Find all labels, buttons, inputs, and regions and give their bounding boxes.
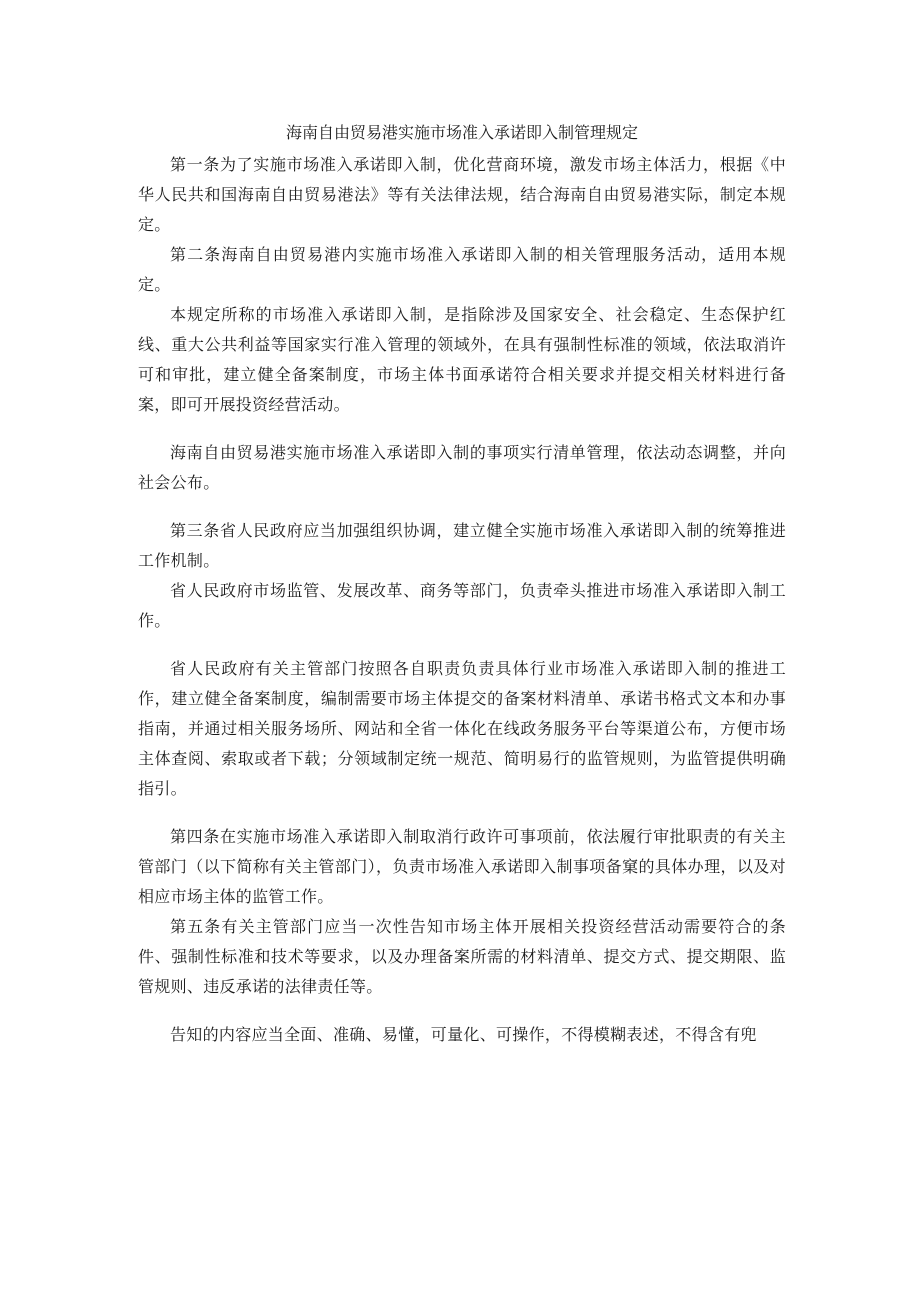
- paragraph-article-3: 第三条省人民政府应当加强组织协调，建立健全实施市场准入承诺即入制的统筹推进工作机制。: [138, 521, 786, 570]
- paragraph-notice-content: 告知的内容应当全面、准确、易懂，可量化、可操作，不得模糊表述，不得含有兜: [170, 1025, 757, 1044]
- paragraph-article-5: 第五条有关主管部门应当一次性告知市场主体开展相关投资经营活动需要符合的条件、强制性标准和技术等要求，以及办理备案所需的材料清单、提交方式、提交期限、监管规则、违反承诺的法律责任等。: [138, 917, 786, 996]
- paragraph-article-4: 第四条在实施市场准入承诺即入制取消行政许可事项前，依法履行审批职责的有关主管部门（以下简称有关主管部门），负责市场准入承诺即入制事项备窠的具体办理，以及对相应市场主体的监管工作。: [138, 827, 786, 906]
- document-body: [138, 118, 786, 1050]
- paragraph-article-1: 第一条为了实施市场准入承诺即入制，优化营商环境，激发市场主体活力，根据《中华人民共和国海南自由贸易港法》等有关法律法规，结合海南自由贸易港实际，制定本规定。: [138, 155, 786, 234]
- document-title: 海南自由贸易港实施市场准入承诺即入制管理规定: [285, 123, 638, 142]
- paragraph-definition: 本规定所称的市场准入承诺即入制，是指除涉及国家安全、社会稳定、生态保护红线、重大公共利益等国家实行准入管理的领域外，在具有强制性标准的领域，依法取消许可和审批，建立健全备案制度，市场主体书面承诺符合相关要求并提交相关材料进行备案，即可开展投资经营活动。: [138, 305, 786, 414]
- paragraph-department-duties: 省人民政府有关主管部门按照各自职责负责具体行业市场准入承诺即入制的推进工作，建立健全备案制度，编制需要市场主体提交的备案材料清单、承诺书格式文本和办事指南，并通过相关服务场所、网站和全省一体化在线政务服务平台等渠道公布，方便市场主体查阅、索取或者下载；分领域制定统一规范、简明易行的监管规则，为监管提供明确指引。: [138, 659, 786, 798]
- paragraph-list-management: 海南自由贸易港实施市场准入承诺即入制的事项实行清单管理，依法动态调整，并向社会公布。: [138, 443, 786, 492]
- paragraph-article-2: 第二条海南自由贸易港内实施市场准入承诺即入制的相关管理服务活动，适用本规定。: [138, 245, 786, 294]
- paragraph-lead-departments: 省人民政府市场监管、发展改革、商务等部门，负责牵头推进市场准入承诺即入制工作。: [138, 581, 786, 630]
